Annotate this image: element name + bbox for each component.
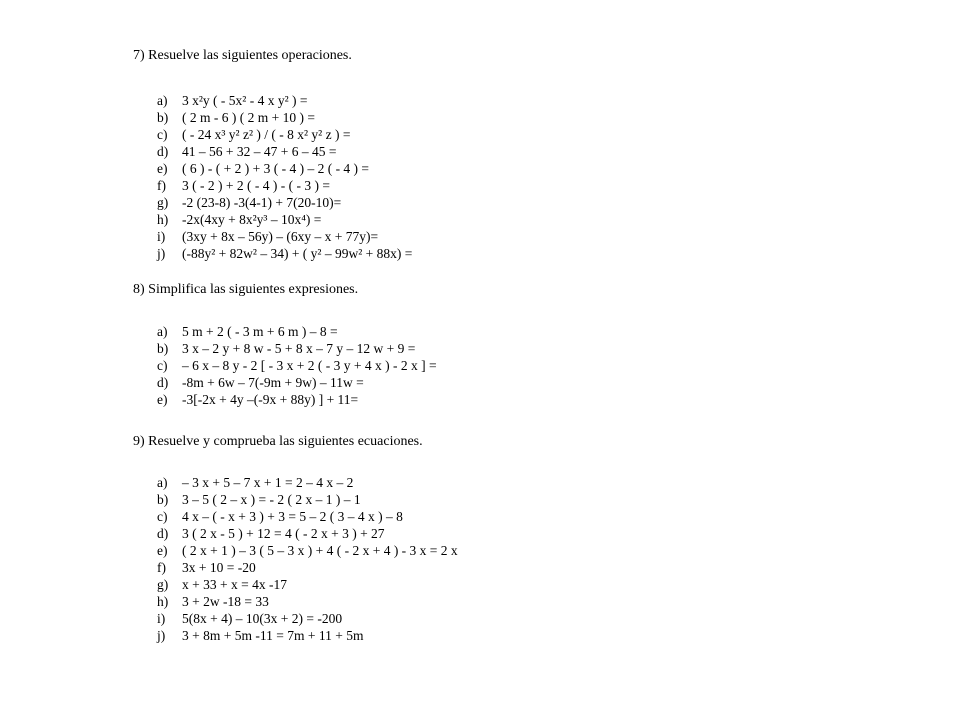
list-item <box>157 391 437 408</box>
list-item <box>157 374 437 391</box>
list-item <box>157 357 437 374</box>
item-marker: f) <box>157 178 166 193</box>
item-marker: b) <box>157 492 169 507</box>
item-expression: 4 x – ( - x + 3 ) + 3 = 5 – 2 ( 3 – 4 x ) – 8 <box>182 509 403 524</box>
item-marker: e) <box>157 392 168 407</box>
item-expression: 5(8x + 4) – 10(3x + 2) = -200 <box>182 611 343 626</box>
list-item <box>157 177 412 194</box>
item-expression: -8m + 6w – 7(-9m + 9w) – 11w = <box>182 375 364 390</box>
item-marker: e) <box>157 543 168 558</box>
section-8-list <box>157 323 437 408</box>
item-expression: -3[-2x + 4y –(-9x + 88y) ] + 11= <box>182 392 359 407</box>
item-marker: d) <box>157 526 169 541</box>
item-expression: 3 x – 2 y + 8 w - 5 + 8 x – 7 y – 12 w + 9 = <box>182 341 416 356</box>
item-marker: d) <box>157 144 169 159</box>
item-expression: 3 – 5 ( 2 – x ) = - 2 ( 2 x – 1 ) – 1 <box>182 492 361 507</box>
item-marker: a) <box>157 475 168 490</box>
item-marker: f) <box>157 560 166 575</box>
list-item <box>157 92 412 109</box>
item-expression: 3x + 10 = -20 <box>182 560 256 575</box>
item-expression: -2 (23-8) -3(4-1) + 7(20-10)= <box>182 195 342 210</box>
list-item <box>157 627 458 644</box>
item-expression: (3xy + 8x – 56y) – (6xy – x + 77y)= <box>182 229 379 244</box>
item-marker: h) <box>157 212 169 227</box>
item-expression: ( 2 m - 6 ) ( 2 m + 10 ) = <box>182 110 315 125</box>
item-expression: 41 – 56 + 32 – 47 + 6 – 45 = <box>182 144 337 159</box>
item-marker: d) <box>157 375 169 390</box>
item-marker: j) <box>157 246 166 261</box>
item-expression: ( 2 x + 1 ) – 3 ( 5 – 3 x ) + 4 ( - 2 x + 4 ) - 3 x = 2 x <box>182 543 458 558</box>
item-expression: ( 6 ) - ( + 2 ) + 3 ( - 4 ) – 2 ( - 4 ) = <box>182 161 370 176</box>
item-expression: – 6 x – 8 y - 2 [ - 3 x + 2 ( - 3 y + 4 x ) - 2 x ] = <box>182 358 437 373</box>
item-expression: 3 x²y ( - 5x² - 4 x y² ) = <box>182 93 308 108</box>
list-item <box>157 211 412 228</box>
list-item <box>157 160 412 177</box>
item-marker: h) <box>157 594 169 609</box>
list-item <box>157 143 412 160</box>
item-expression: 3 + 8m + 5m -11 = 7m + 11 + 5m <box>182 628 364 643</box>
section-9-heading: 9) Resuelve y comprueba las siguientes ecuaciones. <box>133 434 423 449</box>
item-expression: 3 + 2w -18 = 33 <box>182 594 269 609</box>
item-marker: i) <box>157 611 166 626</box>
item-expression: 5 m + 2 ( - 3 m + 6 m ) – 8 = <box>182 324 338 339</box>
list-item <box>157 610 458 627</box>
list-item <box>157 491 458 508</box>
item-marker: j) <box>157 628 166 643</box>
item-marker: c) <box>157 358 168 373</box>
item-marker: a) <box>157 93 168 108</box>
item-marker: c) <box>157 127 168 142</box>
item-marker: e) <box>157 161 168 176</box>
item-expression: (-88y² + 82w² – 34) + ( y² – 99w² + 88x) = <box>182 246 413 261</box>
item-expression: ( - 24 x³ y² z² ) / ( - 8 x² y² z ) = <box>182 127 351 142</box>
list-item <box>157 593 458 610</box>
list-item <box>157 323 437 340</box>
list-item <box>157 109 412 126</box>
list-item <box>157 228 412 245</box>
item-marker: b) <box>157 341 169 356</box>
section-7-heading: 7) Resuelve las siguientes operaciones. <box>133 48 352 63</box>
section-7-list <box>157 92 412 262</box>
item-marker: g) <box>157 195 169 210</box>
item-expression: – 3 x + 5 – 7 x + 1 = 2 – 4 x – 2 <box>182 475 354 490</box>
item-marker: g) <box>157 577 169 592</box>
item-marker: a) <box>157 324 168 339</box>
list-item <box>157 576 458 593</box>
item-expression: -2x(4xy + 8x²y³ – 10x⁴) = <box>182 212 322 227</box>
list-item <box>157 340 437 357</box>
item-expression: 3 ( - 2 ) + 2 ( - 4 ) - ( - 3 ) = <box>182 178 330 193</box>
list-item <box>157 525 458 542</box>
item-marker: c) <box>157 509 168 524</box>
list-item <box>157 474 458 491</box>
item-marker: i) <box>157 229 166 244</box>
list-item <box>157 508 458 525</box>
list-item <box>157 126 412 143</box>
list-item <box>157 559 458 576</box>
item-marker: b) <box>157 110 169 125</box>
list-item <box>157 542 458 559</box>
list-item <box>157 194 412 211</box>
item-expression: x + 33 + x = 4x -17 <box>182 577 287 592</box>
section-8-heading: 8) Simplifica las siguientes expresiones. <box>133 282 359 297</box>
section-9-list <box>157 474 458 644</box>
list-item <box>157 245 412 262</box>
item-expression: 3 ( 2 x - 5 ) + 12 = 4 ( - 2 x + 3 ) + 27 <box>182 526 385 541</box>
